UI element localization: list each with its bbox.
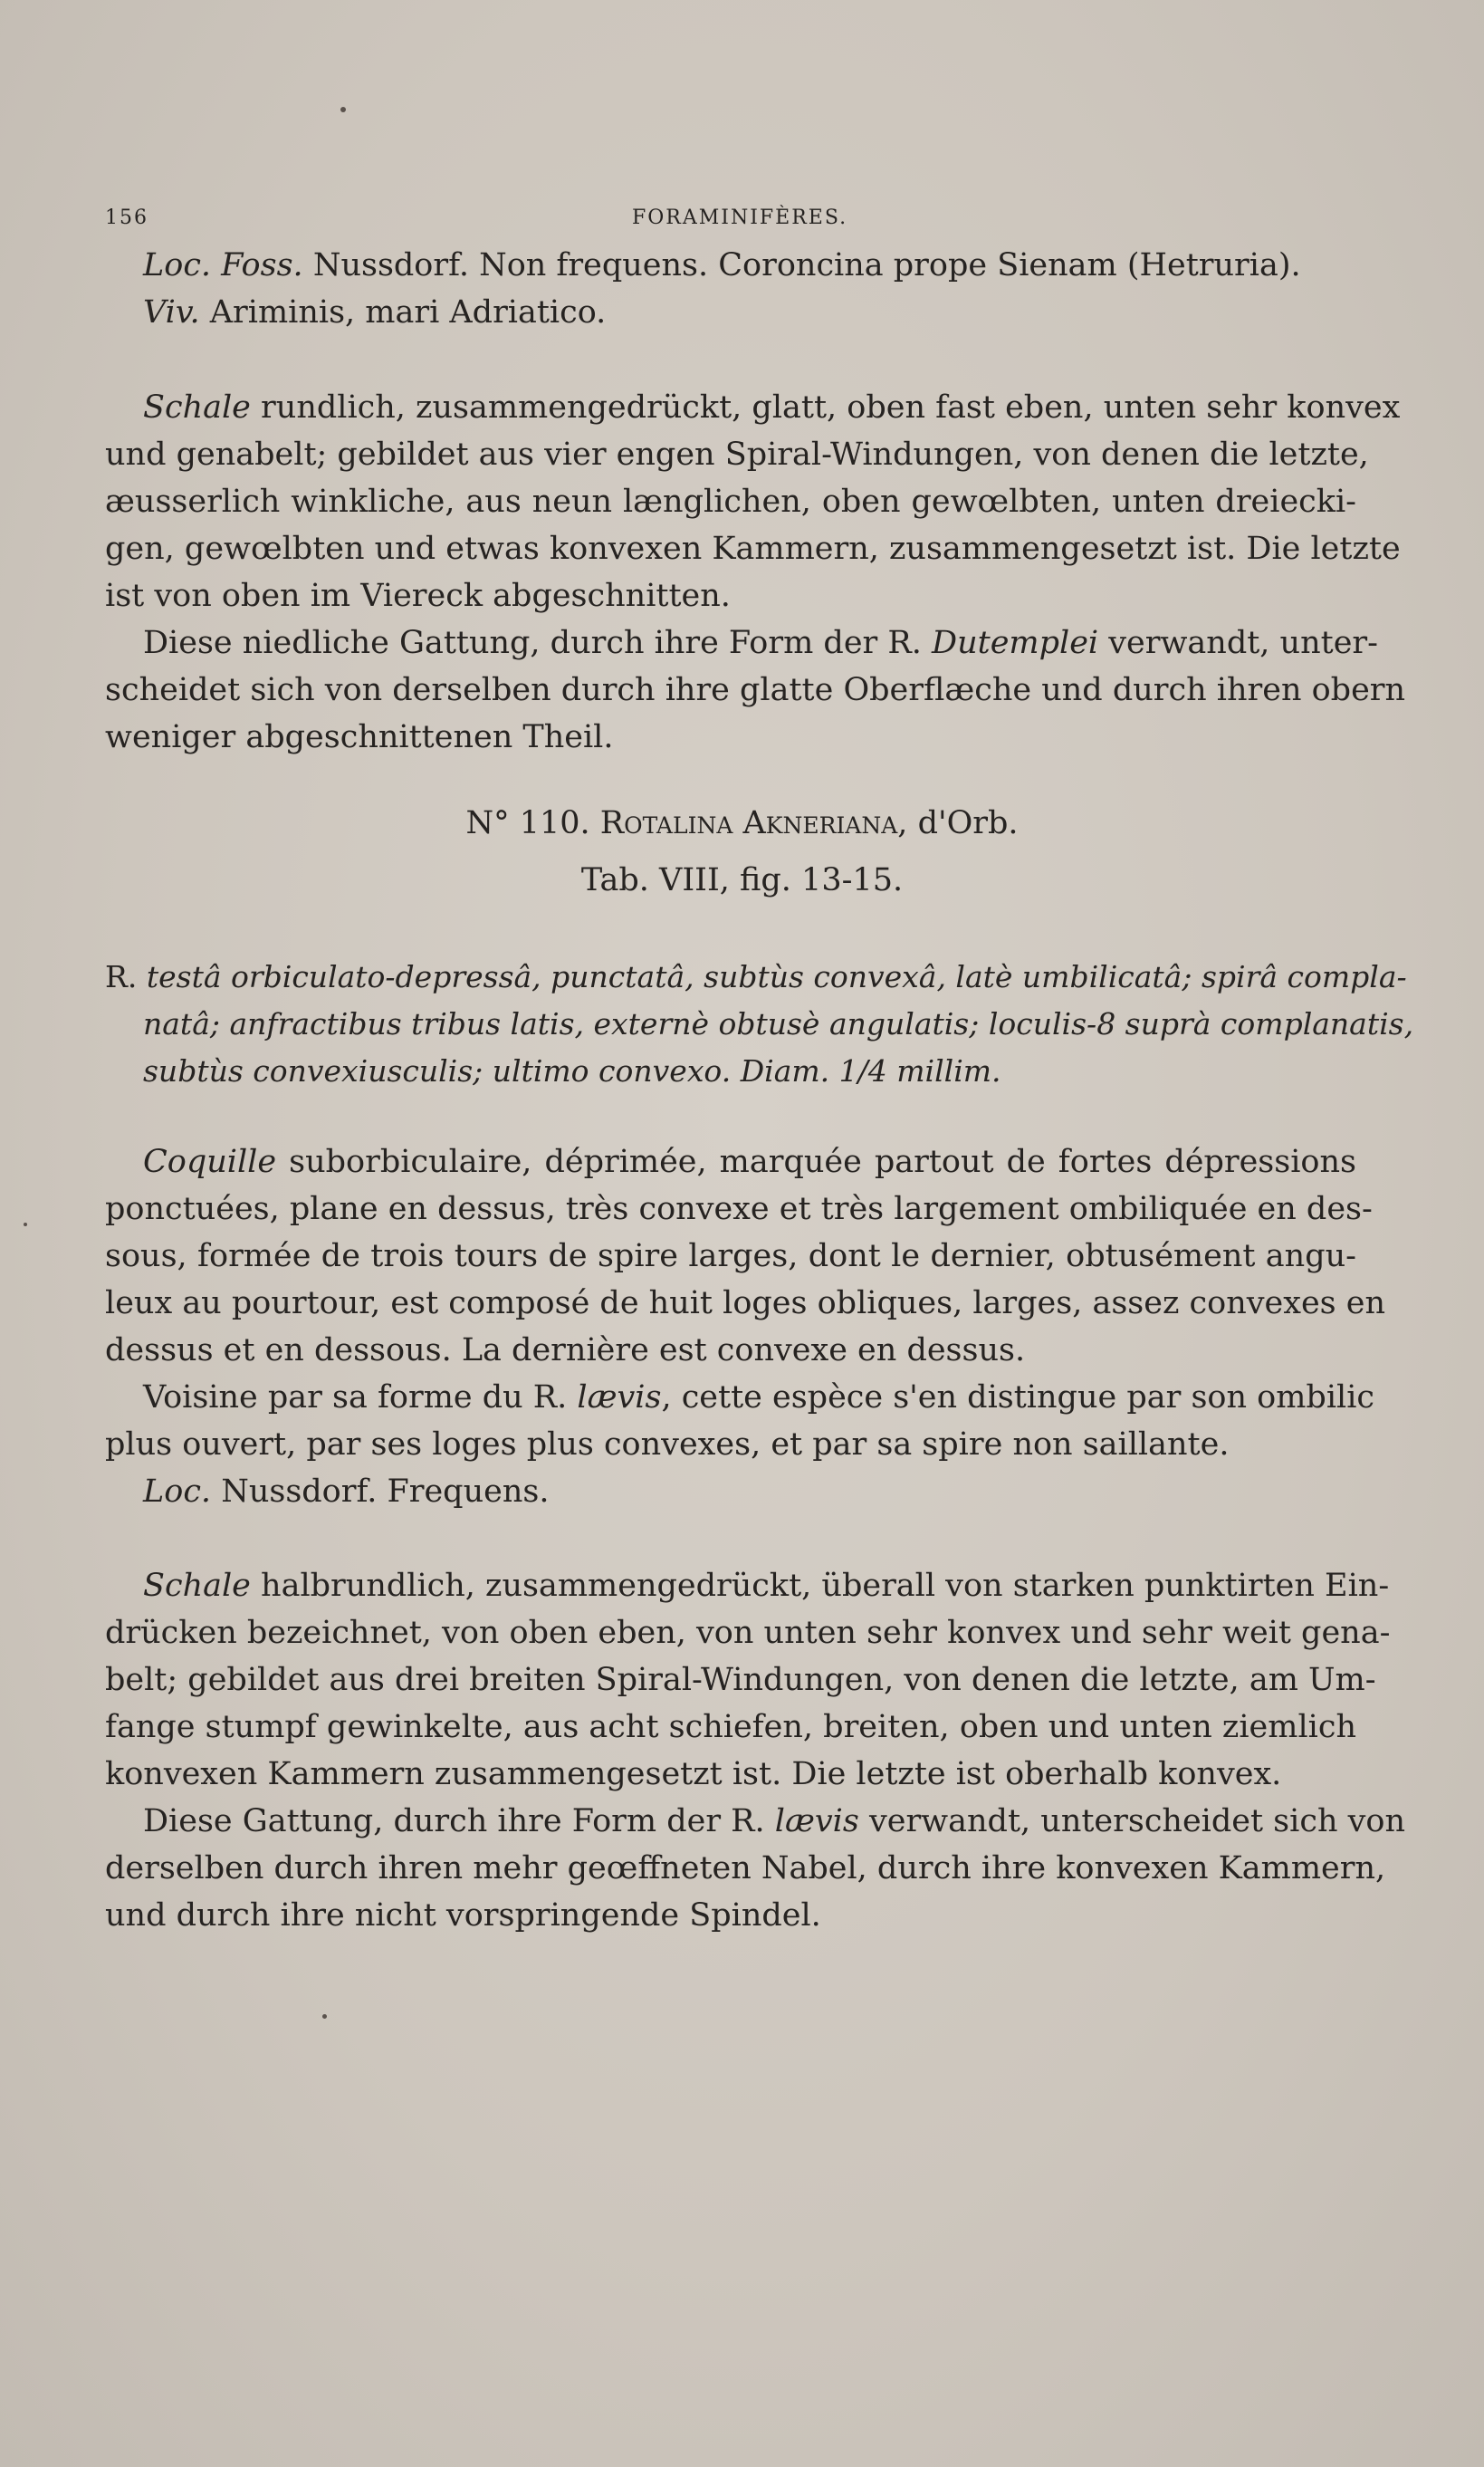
coquille-label: Coquille (143, 1144, 277, 1180)
species-ref: lævis (774, 1803, 859, 1839)
german1-line-6: Diese niedliche Gattung, durch ihre Form der R. Dutemplei verwandt, unter- (143, 625, 1378, 661)
species-name: Rotalina Akneriana, (599, 805, 908, 841)
german1-line-7: scheidet sich von derselben durch ihre glatte Oberflæche und durch ihren obern (105, 672, 1406, 708)
german2-line-2: drücken bezeichnet, von oben eben, von unten sehr konvex und sehr weit gena- (105, 1615, 1391, 1651)
french-line-3: sous, formée de trois tours de spire larges, dont le dernier, obtusément angu- (105, 1238, 1356, 1274)
species-ref: Dutemplei (932, 625, 1099, 661)
german1-line-2: und genabelt; gebildet aus vier engen Spiral-Windungen, von denen die letzte, (105, 437, 1369, 473)
page-number: 156 (105, 206, 148, 229)
species-heading (0, 805, 1484, 841)
genus-abbrev: R. (105, 959, 138, 994)
french-line-2: ponctuées, plane en dessus, très convexe et très largement ombiliquée en des- (105, 1191, 1373, 1227)
german2-line-1: Schale halbrundlich, zusammengedrückt, überall von starken punktirten Ein- (143, 1568, 1390, 1604)
species-number: N° 110. (465, 805, 590, 841)
locality-fossil-line (143, 247, 1301, 283)
french-line-6: Voisine par sa forme du R. lævis, cette espèce s'en distingue par son ombilic (143, 1379, 1375, 1416)
loc-foss-text: Nussdorf. Non frequens. Coroncina prope Sienam (Hetruria). (312, 247, 1301, 283)
french-locality-line: Loc. Nussdorf. Frequens. (143, 1473, 550, 1510)
latin-line-3: subtùs convexiusculis; ultimo convexo. Diam. 1/4 millim. (143, 1053, 1001, 1089)
loc-label: Loc. (143, 1473, 212, 1510)
german2-line-5: konvexen Kammern zusammengesetzt ist. Die letzte ist oberhalb konvex. (105, 1756, 1282, 1792)
page-speck (24, 1223, 27, 1226)
plate-reference: Tab. VIII, fig. 13-15. (580, 862, 904, 898)
species-ref: lævis (577, 1379, 662, 1416)
german1-line-5: ist von oben im Viereck abgeschnitten. (105, 578, 731, 614)
german2-line-7: derselben durch ihren mehr geœffneten Nabel, durch ihre konvexen Kammern, (105, 1850, 1386, 1886)
french-line-1: Coquille suborbiculaire, déprimée, marquée partout de fortes dépressions (143, 1144, 1356, 1180)
running-title: FORAMINIFÈRES. (632, 206, 848, 229)
french-line-5: dessus et en dessous. La dernière est convexe en dessus. (105, 1332, 1026, 1368)
latin-line-1: R. testâ orbiculato-depressâ, punctatâ, subtùs convexâ, latè umbilicatâ; spirâ compla- (105, 959, 1407, 994)
german2-line-6: Diese Gattung, durch ihre Form der R. lævis verwandt, unterscheidet sich von (143, 1803, 1405, 1839)
schale-label: Schale (143, 1568, 251, 1604)
page-speck (340, 107, 346, 112)
page-speck (322, 2014, 327, 2019)
loc-foss-label: Loc. Foss. (143, 247, 303, 283)
german1-line-4: gen, gewœlbten und etwas konvexen Kammern, zusammengesetzt ist. Die letzte (105, 531, 1401, 567)
species-author: d'Orb. (917, 805, 1019, 841)
viv-label: Viv. (143, 294, 200, 331)
german2-line-4: fange stumpf gewinkelte, aus acht schiefen, breiten, oben und unten ziemlich (105, 1709, 1356, 1745)
viv-text: Ariminis, mari Adriatico. (209, 294, 607, 331)
locality-living-line (143, 294, 607, 331)
latin-line-2: natâ; anfractibus tribus latis, externè obtusè angulatis; loculis-8 suprà complanatis, (143, 1006, 1414, 1042)
schale-label: Schale (143, 389, 251, 426)
french-line-7: plus ouvert, par ses loges plus convexes, et par sa spire non saillante. (105, 1426, 1230, 1463)
german1-line-3: æusserlich winkliche, aus neun længlichen, oben gewœlbten, unten dreiecki- (105, 484, 1356, 520)
german1-line-1: Schale rundlich, zusammengedrückt, glatt, oben fast eben, unten sehr konvex (143, 389, 1401, 426)
german1-line-8: weniger abgeschnittenen Theil. (105, 719, 614, 755)
german2-line-3: belt; gebildet aus drei breiten Spiral-Windungen, von denen die letzte, am Um- (105, 1662, 1376, 1698)
german2-line-8: und durch ihre nicht vorspringende Spindel. (105, 1897, 821, 1934)
french-line-4: leux au pourtour, est composé de huit loges obliques, larges, assez convexes en (105, 1285, 1386, 1321)
